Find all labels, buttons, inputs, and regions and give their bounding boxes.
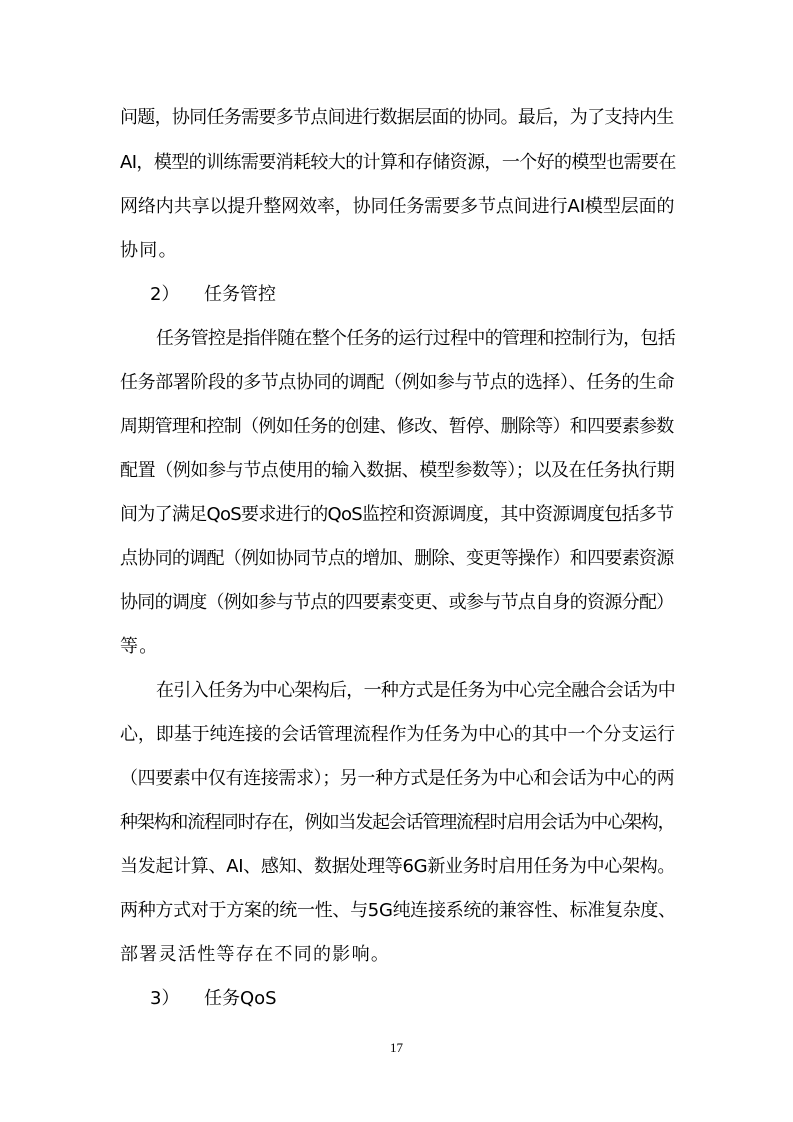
- para2-line-6: 点协同的调配（例如协同节点的增加、删除、变更等操作）和四要素资源: [120, 548, 674, 569]
- para1-line-4: 协同。: [120, 240, 178, 261]
- para1-line-1: 问题，协同任务需要多节点间进行数据层面的协同。最后，为了支持内生: [120, 107, 674, 128]
- para3-line-2: 心，即基于纯连接的会话管理流程作为任务为中心的其中一个分支运行: [120, 724, 675, 745]
- para3-line-4: 种架构和流程同时存在，例如当发起会话管理流程时启用会话为中心架构，: [120, 812, 675, 833]
- para3-line-5: 当发起计算、AI、感知、数据处理等6G新业务时启用任务为中心架构。: [120, 856, 676, 877]
- para2-line-2: 任务部署阶段的多节点协同的调配（例如参与节点的选择）、任务的生命: [120, 372, 675, 393]
- para2-line-4: 配置（例如参与节点使用的输入数据、模型参数等）；以及在任务执行期: [120, 460, 675, 481]
- section-number: 2）: [150, 284, 180, 305]
- para1-line-2: AI，模型的训练需要消耗较大的计算和存储资源，一个好的模型也需要在: [120, 152, 676, 173]
- section-title: 任务QoS: [204, 988, 277, 1009]
- para3-line-1: 在引入任务为中心架构后，一种方式是任务为中心完全融合会话为中: [156, 680, 675, 701]
- page-number: 17: [390, 1040, 403, 1055]
- para2-line-1: 任务管控是指伴随在整个任务的运行过程中的管理和控制行为，包括: [156, 328, 675, 349]
- para2-line-8: 等。: [120, 636, 159, 657]
- para2-line-7: 协同的调度（例如参与节点的四要素变更、或参与节点自身的资源分配）: [120, 592, 674, 613]
- section-title: 任务管控: [204, 284, 276, 305]
- para2-line-3: 周期管理和控制（例如任务的创建、修改、暂停、删除等）和四要素参数: [120, 416, 674, 437]
- section-number: 3）: [150, 988, 180, 1009]
- para3-line-3: （四要素中仅有连接需求）；另一种方式是任务为中心和会话为中心的两: [120, 768, 675, 789]
- para3-line-7: 部署灵活性等存在不同的影响。: [120, 944, 391, 965]
- para3-line-6: 两种方式对于方案的统一性、与5G纯连接系统的兼容性、标准复杂度、: [120, 900, 676, 921]
- para1-line-3: 网络内共享以提升整网效率，协同任务需要多节点间进行AI模型层面的: [120, 196, 675, 217]
- para2-line-5: 间为了满足QoS要求进行的QoS监控和资源调度，其中资源调度包括多节: [120, 504, 674, 525]
